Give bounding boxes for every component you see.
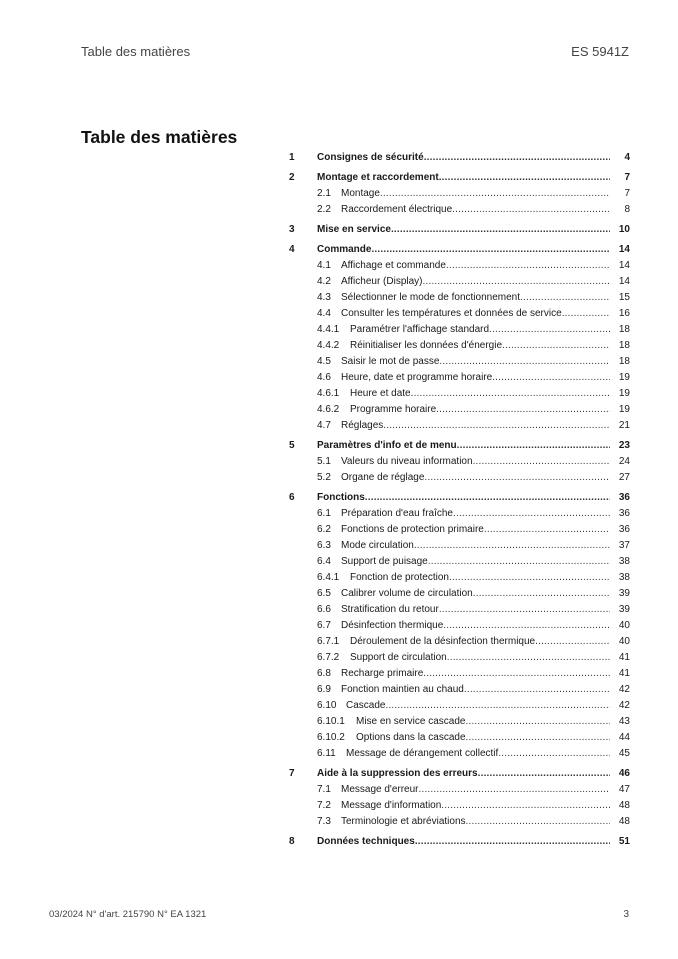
toc-entry-title: Aide à la suppression des erreurs xyxy=(317,768,478,779)
toc-leader-dots xyxy=(452,202,610,218)
toc-entry-page: 14 xyxy=(618,260,630,271)
toc-entry-title: Réinitialiser les données d'énergie xyxy=(350,340,503,351)
toc-entry-title: Heure, date et programme horaire xyxy=(341,372,493,383)
toc-leader-dots xyxy=(447,650,610,666)
toc-entry-page: 51 xyxy=(618,836,630,847)
toc-entry-number: 6.7 xyxy=(317,620,331,631)
footer-article-info: 03/2024 N° d'art. 215790 N° EA 1321 xyxy=(49,909,207,920)
toc-entry-page: 46 xyxy=(618,768,630,779)
toc-leader-dots xyxy=(439,170,610,186)
toc-section-entry[interactable] xyxy=(289,186,630,202)
toc-leader-dots xyxy=(439,602,610,618)
toc-entry-number: 5.1 xyxy=(317,456,331,467)
toc-entry-title: Calibrer volume de circulation xyxy=(341,588,473,599)
toc-entry-title: Fonctions xyxy=(317,492,365,503)
toc-entry-number: 4.5 xyxy=(317,356,331,367)
toc-section-entry[interactable] xyxy=(289,306,630,322)
toc-entry-number: 4.6.1 xyxy=(317,388,340,399)
toc-entry-number: 7.1 xyxy=(317,784,331,795)
toc-section-entry[interactable] xyxy=(289,258,630,274)
toc-entry-title: Mise en service xyxy=(317,224,391,235)
toc-entry-page: 39 xyxy=(618,588,630,599)
toc-entry-title: Message de dérangement collectif xyxy=(346,748,499,759)
toc-entry-title: Paramètres d'info et de menu xyxy=(317,440,457,451)
toc-leader-dots xyxy=(473,586,610,602)
toc-leader-dots xyxy=(439,354,610,370)
toc-section-entry[interactable] xyxy=(289,730,630,746)
toc-entry-title: Cascade xyxy=(346,700,386,711)
toc-entry-title: Support de puisage xyxy=(341,556,428,567)
toc-entry-number: 7 xyxy=(289,768,295,779)
toc-entry-page: 24 xyxy=(618,456,630,467)
toc-entry-number: 6.10.1 xyxy=(317,716,345,727)
toc-entry-number: 2 xyxy=(289,172,295,183)
toc-section-entry[interactable] xyxy=(289,338,630,354)
toc-entry-page: 14 xyxy=(618,244,630,255)
toc-section-entry[interactable] xyxy=(289,618,630,634)
toc-leader-dots xyxy=(466,714,611,730)
toc-entry-title: Préparation d'eau fraîche xyxy=(341,508,453,519)
toc-entry-number: 4.2 xyxy=(317,276,331,287)
toc-entry-title: Organe de réglage xyxy=(341,472,425,483)
toc-entry-number: 6.7.1 xyxy=(317,636,340,647)
toc-entry-page: 48 xyxy=(618,816,630,827)
toc-entry-number: 6.4 xyxy=(317,556,331,567)
toc-leader-dots xyxy=(478,766,610,782)
toc-section-entry[interactable] xyxy=(289,522,630,538)
toc-entry-number: 4.1 xyxy=(317,260,331,271)
toc-entry-title: Paramétrer l'affichage standard xyxy=(350,324,490,335)
toc-section-entry[interactable] xyxy=(289,746,630,762)
toc-entry-page: 45 xyxy=(618,748,630,759)
toc-section-entry[interactable] xyxy=(289,666,630,682)
toc-entry-title: Fonctions de protection primaire xyxy=(341,524,484,535)
toc-leader-dots xyxy=(365,490,610,506)
toc-entry-page: 23 xyxy=(618,440,630,451)
toc-section-entry[interactable] xyxy=(289,814,630,830)
toc-entry-page: 21 xyxy=(618,420,630,431)
toc-leader-dots xyxy=(385,698,610,714)
toc-section-entry[interactable] xyxy=(289,274,630,290)
toc-leader-dots xyxy=(562,306,610,322)
toc-entry-number: 6.10 xyxy=(317,700,337,711)
toc-entry-number: 6.11 xyxy=(317,748,336,759)
toc-entry-title: Données techniques xyxy=(317,836,415,847)
toc-section-entry[interactable] xyxy=(289,682,630,698)
toc-entry-page: 40 xyxy=(618,636,630,647)
toc-entry-title: Fonction de protection xyxy=(350,572,449,583)
toc-entry-number: 4.3 xyxy=(317,292,331,303)
toc-section-entry[interactable] xyxy=(289,798,630,814)
toc-leader-dots xyxy=(411,386,610,402)
toc-chapter-entry[interactable] xyxy=(289,222,630,238)
toc-leader-dots xyxy=(449,570,610,586)
toc-section-entry[interactable] xyxy=(289,634,630,650)
toc-entry-title: Stratification du retour xyxy=(341,604,439,615)
toc-entry-title: Sélectionner le mode de fonctionnement xyxy=(341,292,521,303)
toc-section-entry[interactable] xyxy=(289,402,630,418)
toc-entry-title: Afficheur (Display) xyxy=(341,276,423,287)
toc-entry-number: 2.1 xyxy=(317,188,331,199)
toc-leader-dots xyxy=(424,470,610,486)
toc-entry-number: 6.1 xyxy=(317,508,331,519)
toc-section-entry[interactable] xyxy=(289,322,630,338)
toc-chapter-entry[interactable] xyxy=(289,170,630,186)
toc-entry-page: 15 xyxy=(618,292,630,303)
toc-entry-title: Commande xyxy=(317,244,372,255)
toc-entry-page: 19 xyxy=(618,372,630,383)
toc-entry-page: 18 xyxy=(618,324,630,335)
toc-entry-page: 7 xyxy=(624,172,630,183)
toc-entry-page: 4 xyxy=(624,152,630,163)
toc-leader-dots xyxy=(380,186,610,202)
toc-leader-dots xyxy=(492,370,610,386)
toc-entry-number: 4.4.2 xyxy=(317,340,340,351)
toc-entry-page: 16 xyxy=(618,308,630,319)
toc-entry-number: 4.4 xyxy=(317,308,331,319)
toc-entry-number: 6.3 xyxy=(317,540,331,551)
toc-entry-number: 7.3 xyxy=(317,816,331,827)
toc-entry-title: Terminologie et abréviations xyxy=(341,816,466,827)
toc-entry-title: Support de circulation xyxy=(350,652,447,663)
toc-entry-title: Consulter les températures et données de service xyxy=(341,308,562,319)
toc-entry-number: 4.6 xyxy=(317,372,331,383)
toc-leader-dots xyxy=(484,522,610,538)
toc-leader-dots xyxy=(428,554,610,570)
toc-entry-number: 4.4.1 xyxy=(317,324,340,335)
toc-entry-number: 6.10.2 xyxy=(317,732,345,743)
toc-entry-title: Réglages xyxy=(341,420,384,431)
toc-section-entry[interactable] xyxy=(289,354,630,370)
toc-entry-title: Déroulement de la désinfection thermique xyxy=(350,636,536,647)
toc-chapter-entry[interactable] xyxy=(289,834,630,850)
toc-leader-dots xyxy=(457,438,610,454)
toc-section-entry[interactable] xyxy=(289,418,630,434)
toc-entry-number: 6.2 xyxy=(317,524,331,535)
toc-entry-number: 5.2 xyxy=(317,472,331,483)
toc-entry-title: Fonction maintien au chaud xyxy=(341,684,464,695)
toc-chapter-entry[interactable] xyxy=(289,150,630,166)
toc-leader-dots xyxy=(391,222,610,238)
toc-entry-page: 42 xyxy=(618,700,630,711)
toc-entry-page: 37 xyxy=(618,540,630,551)
toc-leader-dots xyxy=(473,454,610,470)
toc-section-entry[interactable] xyxy=(289,506,630,522)
toc-entry-page: 27 xyxy=(618,472,630,483)
toc-leader-dots xyxy=(383,418,610,434)
toc-entry-number: 6.6 xyxy=(317,604,331,615)
toc-entry-page: 39 xyxy=(618,604,630,615)
toc-leader-dots xyxy=(415,834,610,850)
toc-leader-dots xyxy=(489,322,610,338)
toc-entry-title: Message d'erreur xyxy=(341,784,419,795)
toc-entry-title: Heure et date xyxy=(350,388,411,399)
toc-leader-dots xyxy=(436,402,610,418)
toc-entry-page: 7 xyxy=(624,188,630,199)
page-number: 3 xyxy=(623,909,629,920)
toc-chapter-entry[interactable] xyxy=(289,242,630,258)
toc-entry-title: Mise en service cascade xyxy=(356,716,466,727)
toc-entry-number: 3 xyxy=(289,224,295,235)
toc-leader-dots xyxy=(443,618,610,634)
toc-entry-number: 2.2 xyxy=(317,204,331,215)
toc-entry-number: 8 xyxy=(289,836,295,847)
toc-section-entry[interactable] xyxy=(289,370,630,386)
toc-leader-dots xyxy=(423,274,610,290)
toc-entry-page: 18 xyxy=(618,356,630,367)
toc-entry-title: Mode circulation xyxy=(341,540,414,551)
toc-leader-dots xyxy=(502,338,610,354)
toc-chapter-entry[interactable] xyxy=(289,438,630,454)
toc-entry-title: Message d'information xyxy=(341,800,442,811)
table-of-contents xyxy=(289,150,630,850)
toc-section-entry[interactable] xyxy=(289,782,630,798)
toc-section-entry[interactable] xyxy=(289,570,630,586)
toc-entry-page: 14 xyxy=(618,276,630,287)
toc-entry-page: 18 xyxy=(618,340,630,351)
toc-leader-dots xyxy=(424,150,610,166)
toc-entry-page: 47 xyxy=(618,784,630,795)
toc-entry-number: 4 xyxy=(289,244,295,255)
page-title: Table des matières xyxy=(81,127,238,147)
toc-entry-page: 40 xyxy=(618,620,630,631)
toc-entry-title: Consignes de sécurité xyxy=(317,152,424,163)
toc-entry-number: 6.4.1 xyxy=(317,572,340,583)
toc-entry-page: 42 xyxy=(618,684,630,695)
toc-entry-number: 6.9 xyxy=(317,684,331,695)
toc-leader-dots xyxy=(441,798,610,814)
toc-leader-dots xyxy=(466,730,610,746)
toc-entry-page: 36 xyxy=(618,524,630,535)
toc-section-entry[interactable] xyxy=(289,602,630,618)
toc-chapter-entry[interactable] xyxy=(289,766,630,782)
toc-leader-dots xyxy=(498,746,610,762)
toc-leader-dots xyxy=(446,258,610,274)
toc-leader-dots xyxy=(464,682,610,698)
toc-entry-number: 5 xyxy=(289,440,295,451)
toc-section-entry[interactable] xyxy=(289,650,630,666)
toc-chapter-entry[interactable] xyxy=(289,490,630,506)
toc-entry-number: 1 xyxy=(289,152,295,163)
toc-entry-number: 4.7 xyxy=(317,420,331,431)
toc-entry-page: 10 xyxy=(618,224,630,235)
toc-section-entry[interactable] xyxy=(289,290,630,306)
toc-section-entry[interactable] xyxy=(289,554,630,570)
toc-entry-page: 19 xyxy=(618,404,630,415)
toc-entry-page: 44 xyxy=(618,732,630,743)
toc-entry-number: 6 xyxy=(289,492,295,503)
toc-leader-dots xyxy=(371,242,610,258)
toc-section-entry[interactable] xyxy=(289,714,630,730)
toc-section-entry[interactable] xyxy=(289,538,630,554)
toc-entry-title: Raccordement électrique xyxy=(341,204,453,215)
toc-section-entry[interactable] xyxy=(289,698,630,714)
toc-leader-dots xyxy=(453,506,610,522)
running-header-model: ES 5941Z xyxy=(571,44,629,59)
toc-entry-number: 4.6.2 xyxy=(317,404,340,415)
running-header-title: Table des matières xyxy=(81,44,191,59)
toc-entry-page: 36 xyxy=(618,492,630,503)
toc-entry-title: Programme horaire xyxy=(350,404,437,415)
toc-entry-title: Affichage et commande xyxy=(341,260,446,271)
toc-entry-title: Montage xyxy=(341,188,380,199)
toc-entry-page: 8 xyxy=(624,204,630,215)
toc-section-entry[interactable] xyxy=(289,202,630,218)
toc-leader-dots xyxy=(414,538,610,554)
toc-entry-page: 38 xyxy=(618,572,630,583)
toc-leader-dots xyxy=(535,634,610,650)
toc-entry-page: 19 xyxy=(618,388,630,399)
toc-entry-page: 43 xyxy=(618,716,630,727)
toc-entry-page: 41 xyxy=(618,652,630,663)
toc-entry-page: 41 xyxy=(618,668,630,679)
toc-entry-title: Montage et raccordement xyxy=(317,172,439,183)
toc-entry-title: Recharge primaire xyxy=(341,668,424,679)
toc-leader-dots xyxy=(520,290,610,306)
toc-entry-page: 38 xyxy=(618,556,630,567)
toc-leader-dots xyxy=(466,814,610,830)
toc-entry-title: Valeurs du niveau information xyxy=(341,456,473,467)
toc-entry-number: 7.2 xyxy=(317,800,331,811)
toc-section-entry[interactable] xyxy=(289,586,630,602)
toc-entry-number: 6.7.2 xyxy=(317,652,340,663)
toc-entry-title: Options dans la cascade xyxy=(356,732,466,743)
toc-entry-title: Saisir le mot de passe xyxy=(341,356,440,367)
toc-leader-dots xyxy=(423,666,610,682)
toc-section-entry[interactable] xyxy=(289,454,630,470)
toc-section-entry[interactable] xyxy=(289,470,630,486)
toc-entry-number: 6.8 xyxy=(317,668,331,679)
toc-entry-page: 36 xyxy=(618,508,630,519)
toc-leader-dots xyxy=(419,782,611,798)
toc-entry-title: Désinfection thermique xyxy=(341,620,444,631)
toc-entry-number: 6.5 xyxy=(317,588,331,599)
toc-entry-page: 48 xyxy=(618,800,630,811)
toc-section-entry[interactable] xyxy=(289,386,630,402)
